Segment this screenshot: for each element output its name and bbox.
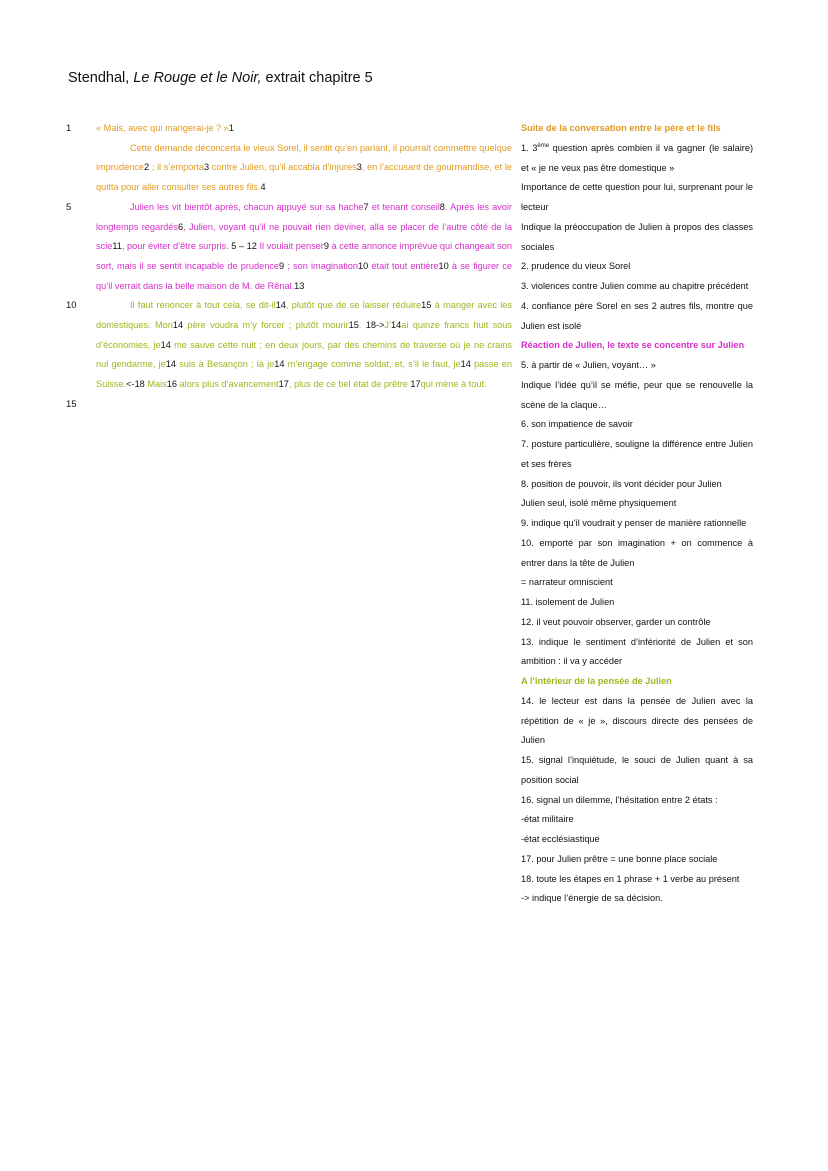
text-segment: et tenant conseil	[368, 201, 440, 212]
text-segment: , pour éviter d’être surpris.	[121, 241, 232, 252]
annotation-marker: 11	[112, 241, 122, 252]
annotation-marker: 3	[356, 162, 362, 173]
text-segment: .	[358, 320, 366, 331]
text-segment: , plus de ce bel état de prêtre	[288, 379, 411, 390]
text-segment: , plutôt que de se laisser réduire	[285, 300, 422, 311]
annotation-marker: 14	[160, 339, 171, 350]
note-line: -> indique l’énergie de sa décision.	[521, 893, 663, 904]
note-heading: Réaction de Julien, le texte se concentre sur Julien	[521, 340, 745, 351]
extract-text	[96, 119, 512, 395]
text-segment: passe en Suisse.	[96, 359, 512, 390]
annotation-marker: 14	[165, 359, 176, 370]
annotation-marker: 14	[391, 320, 402, 331]
note-line: 8. position de pouvoir, ils vont décider pour Julien	[521, 478, 722, 489]
annotation-notes	[521, 119, 753, 909]
text-segment: me sauve cette nuit ; en deux jours, par des chemins de traverse où je ne crains nul gendarme, je	[96, 339, 512, 370]
note-line: 16. signal un dilemme, l’hésitation entre 2 états :	[521, 794, 718, 805]
note-line: 5. à partir de « Julien, voyant… »	[521, 360, 656, 370]
note-line: 11. isolement de Julien	[521, 597, 615, 607]
annotation-marker: 6	[177, 221, 184, 232]
annotation-marker: 9	[279, 260, 285, 271]
title-rest: extrait chapitre 5	[261, 70, 373, 86]
annotation-marker: 17	[278, 379, 289, 390]
text-segment: Mais	[144, 379, 167, 390]
annotation-marker: 18->	[365, 320, 385, 331]
note-line: 6. son impatience de savoir	[521, 419, 633, 430]
note-line: 4. confiance père Sorel en ses 2 autres fils, montre que Julien est isolé	[521, 300, 753, 331]
note-line: 12. il veut pouvoir observer, garder un contrôle	[521, 616, 711, 627]
text-segment: ; son imagination	[284, 260, 359, 271]
text-segment: était tout entière	[368, 260, 439, 271]
note-heading: A l’intérieur de la pensée de Julien	[521, 676, 672, 686]
text-segment: J’	[384, 320, 392, 331]
note-line: 13. indique le sentiment d’infériorité de Julien et son ambition : il va y accéder	[521, 636, 753, 667]
text-segment: à manger avec les domestiques. Mon	[96, 300, 513, 331]
text-segment: Julien les vit bientôt après, chacun appuyé sur sa hache	[130, 201, 364, 212]
annotation-marker: 14	[275, 300, 286, 311]
note-line: 18. toute les étapes en 1 phrase + 1 verbe au présent	[521, 873, 740, 884]
note-line: -état militaire	[521, 814, 574, 825]
annotation-marker: 10	[438, 260, 449, 271]
annotation-marker: 17	[410, 379, 421, 390]
annotation-marker: 2	[144, 162, 150, 173]
line-number-15: 15	[66, 399, 77, 410]
annotation-marker: 1	[228, 123, 234, 133]
line-number-5: 5	[66, 202, 72, 213]
annotation-marker: 15	[348, 320, 359, 331]
annotation-marker: 9	[323, 241, 329, 252]
note-line: 7. posture particulière, souligne la différence entre Julien et ses frères	[521, 439, 753, 469]
annotation-marker: 16	[166, 379, 177, 390]
note-heading: Suite de la conversation entre le père et le fils	[521, 123, 721, 133]
note-line: 3. violences contre Julien comme au chapitre précédent	[521, 281, 749, 291]
text-segment: suis à Besançon ; là je	[175, 359, 275, 370]
text-segment: père voudra m’y forcer ; plutôt mourir	[183, 320, 349, 331]
paragraph-1	[96, 119, 512, 139]
annotation-marker: 8	[439, 201, 445, 212]
text-segment: Il faut renoncer à tout cela, se dit-il	[130, 300, 276, 311]
note-line: 1. 3ème question après combien il va gagner (le salaire) et « je ne veux pas être domestique »	[521, 142, 754, 173]
text-segment: qui mène à tout.	[420, 379, 487, 390]
annotation-marker: 5 – 12	[231, 241, 257, 252]
text-segment: « Mais, avec qui mangerai-je ? »	[96, 123, 229, 133]
annotation-marker: 3	[204, 162, 210, 173]
annotation-marker: 7	[363, 201, 369, 212]
note-line: Julien seul, isolé même physiquement	[521, 498, 677, 509]
note-line: -état ecclésiastique	[521, 834, 600, 844]
note-line: 15. signal l’inquiétude, le souci de Julien quant à sa position social	[521, 755, 753, 785]
note-line: 9. indique qu’il voudrait y penser de manière rationnelle	[521, 518, 747, 528]
text-segment: ai quinze francs huit sous d’économies, je	[96, 320, 512, 350]
note-line: 10. emporté par son imagination + on commence à entrer dans la tête de Julien	[521, 537, 753, 568]
note-line: = narrateur omniscient	[521, 577, 613, 588]
note-line: Indique la préoccupation de Julien à propos des classes sociales	[521, 221, 753, 252]
text-segment: , en l’accusant de gourmandise, et le quitta pour aller consulter ses autres fils.	[96, 162, 512, 193]
note-line: Importance de cette question pour lui, surprenant pour le lecteur	[521, 182, 753, 212]
paragraph-3	[96, 198, 512, 297]
page-title	[68, 70, 373, 86]
text-segment: Il voulait penser	[256, 241, 324, 252]
text-segment: Cette demande déconcerta le vieux Sorel, il sentit qu’en parlant, il pourrait commettre quelque imprudence	[96, 142, 513, 173]
annotation-marker: 4	[260, 182, 266, 193]
text-segment: , Julien, voyant qu’il ne pouvait rien deviner, alla se placer de l’autre côté de la scie	[96, 221, 512, 252]
annotation-marker: 14	[274, 359, 285, 370]
line-number-1: 1	[66, 123, 72, 134]
annotation-marker: 14	[172, 320, 184, 331]
annotation-marker: 13	[294, 280, 305, 291]
note-line: 2. prudence du vieux Sorel	[521, 261, 631, 272]
paragraph-4	[96, 296, 512, 395]
annotation-marker: 14	[460, 359, 471, 370]
annotation-marker: <-18	[126, 379, 145, 390]
text-segment: ; il s’emporta	[149, 162, 205, 173]
note-line: 14. le lecteur est dans la pensée de Julien avec la répétition de « je », discours directe des pensées de Julien	[521, 695, 753, 746]
text-segment: . Après les avoir longtemps regardés	[96, 201, 512, 232]
title-author: Stendhal,	[68, 70, 134, 86]
paragraph-2	[96, 139, 512, 198]
text-segment: contre Julien, qu’il accabla d’injures	[209, 162, 357, 173]
text-segment: alors plus d’avancement	[176, 379, 279, 390]
line-number-10: 10	[66, 300, 77, 311]
annotation-marker: 15	[421, 300, 432, 311]
note-line: 17. pour Julien prêtre = une bonne place sociale	[521, 853, 718, 864]
text-segment: à se figurer ce qu’il verrait dans la belle maison de M. de Rênal.	[96, 260, 512, 291]
text-segment: à cette annonce imprévue qui changeait son sort, mais il se sentit incapable de prudence	[96, 241, 512, 271]
title-work: Le Rouge et le Noir,	[133, 70, 262, 86]
annotation-marker: 10	[358, 260, 369, 271]
note-line: Indique l’idée qu’il se méfie, peur que se renouvelle la scène de la claque…	[521, 379, 753, 410]
text-segment: m’engage comme soldat, et, s’il le faut, je	[284, 359, 461, 370]
